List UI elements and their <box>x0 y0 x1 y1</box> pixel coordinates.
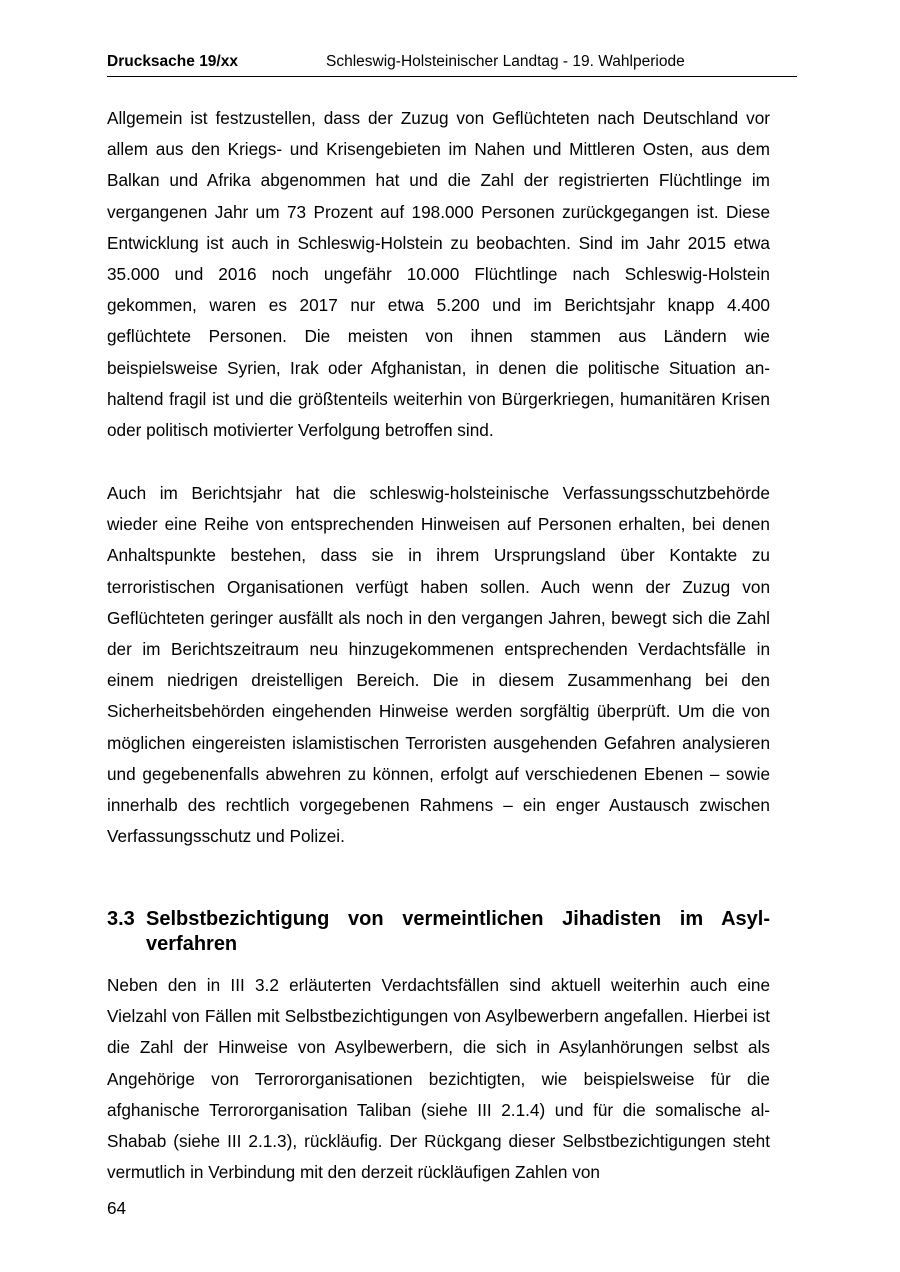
header-divider <box>107 76 797 77</box>
parliament-title: Schleswig-Holsteinischer Landtag - 19. Wahlperiode <box>326 53 685 70</box>
section-number: 3.3 <box>107 908 135 930</box>
section-title-line-2: verfahren <box>146 933 238 955</box>
paragraph-verification: Auch im Berichtsjahr hat die schleswig-holsteinische Verfassungsschutzbehörde wieder eine Reihe von entsprechenden Hinweisen auf Personen erhalten, bei denen Anhaltspunkte bestehen, dass sie in ihrem Ursprungsland über Kontakte zu terroristischen Organisationen verfügt haben sollen. Auch wenn der Zuzug von Geflüchteten geringer ausfällt als noch in den vergangen Jahren, bewegt sich die Zahl der im Berichtszeitraum neu hinzugekommenen entsprechenden Verdachtsfälle in einem niedrigen dreistelligen Bereich. Die in diesem Zusammenhang bei den Sicherheitsbehörden eingehenden Hinweise werden sorgfältig überprüft. Um die von möglichen eingereisten islamistischen Terroristen ausgehenden Gefahren analysieren und gegebenenfalls abwehren zu können, erfolgt auf verschiedenen Ebenen – sowie innerhalb des rechtlich vorgegebenen Rahmens – ein enger Austausch zwischen Verfassungsschutz und Polizei. <box>107 483 770 847</box>
document-number: Drucksache 19/xx <box>107 53 238 70</box>
section-title-line-1: Selbstbezichtigung von vermeintlichen Jihadisten im Asyl- <box>146 908 770 930</box>
page-number: 64 <box>107 1198 127 1218</box>
page-header <box>107 51 797 75</box>
paragraph-self-accusation: Neben den in III 3.2 erläuterten Verdachtsfällen sind aktuell weiterhin auch eine Vielzahl von Fällen mit Selbstbezichtigungen von Asylbewerbern angefallen. Hierbei ist die Zahl der Hinweise von Asylbewerbern, die sich in Asylanhörungen selbst als Angehörige von Terrororganisationen bezichtigten, wie beispielsweise für die afghanische Terrororganisation Taliban (siehe III 2.1.4) und für die somalische al-Shabab (siehe III 2.1.3), rückläufig. Der Rückgang dieser Selbstbezichtigungen steht vermutlich in Verbindung mit den derzeit rückläufigen Zahlen von <box>107 975 770 1183</box>
paragraph-refugee-numbers: Allgemein ist festzustellen, dass der Zuzug von Geflüchteten nach Deutschland vor allem aus den Kriegs- und Krisengebieten im Nahen und Mittleren Osten, aus dem Balkan und Afrika abgenommen hat und die Zahl der registrierten Flüchtlinge im vergangenen Jahr um 73 Prozent auf 198.000 Personen zurückgegangen ist. Diese Entwicklung ist auch in Schleswig-Holstein zu beobachten. Sind im Jahr 2015 etwa 35.000 und 2016 noch ungefähr 10.000 Flüchtlinge nach Schleswig-Holstein gekommen, waren es 2017 nur etwa 5.200 und im Berichtsjahr knapp 4.400 geflüchtete Personen. Die meisten von ihnen stammen aus Ländern wie beispielsweise Syrien, Irak oder Afghanistan, in denen die politische Situation anhaltend fragil ist und die größtenteils weiterhin von Bürgerkriegen, humanitären Krisen oder politisch motivierter Verfolgung betroffen sind. <box>107 108 770 441</box>
